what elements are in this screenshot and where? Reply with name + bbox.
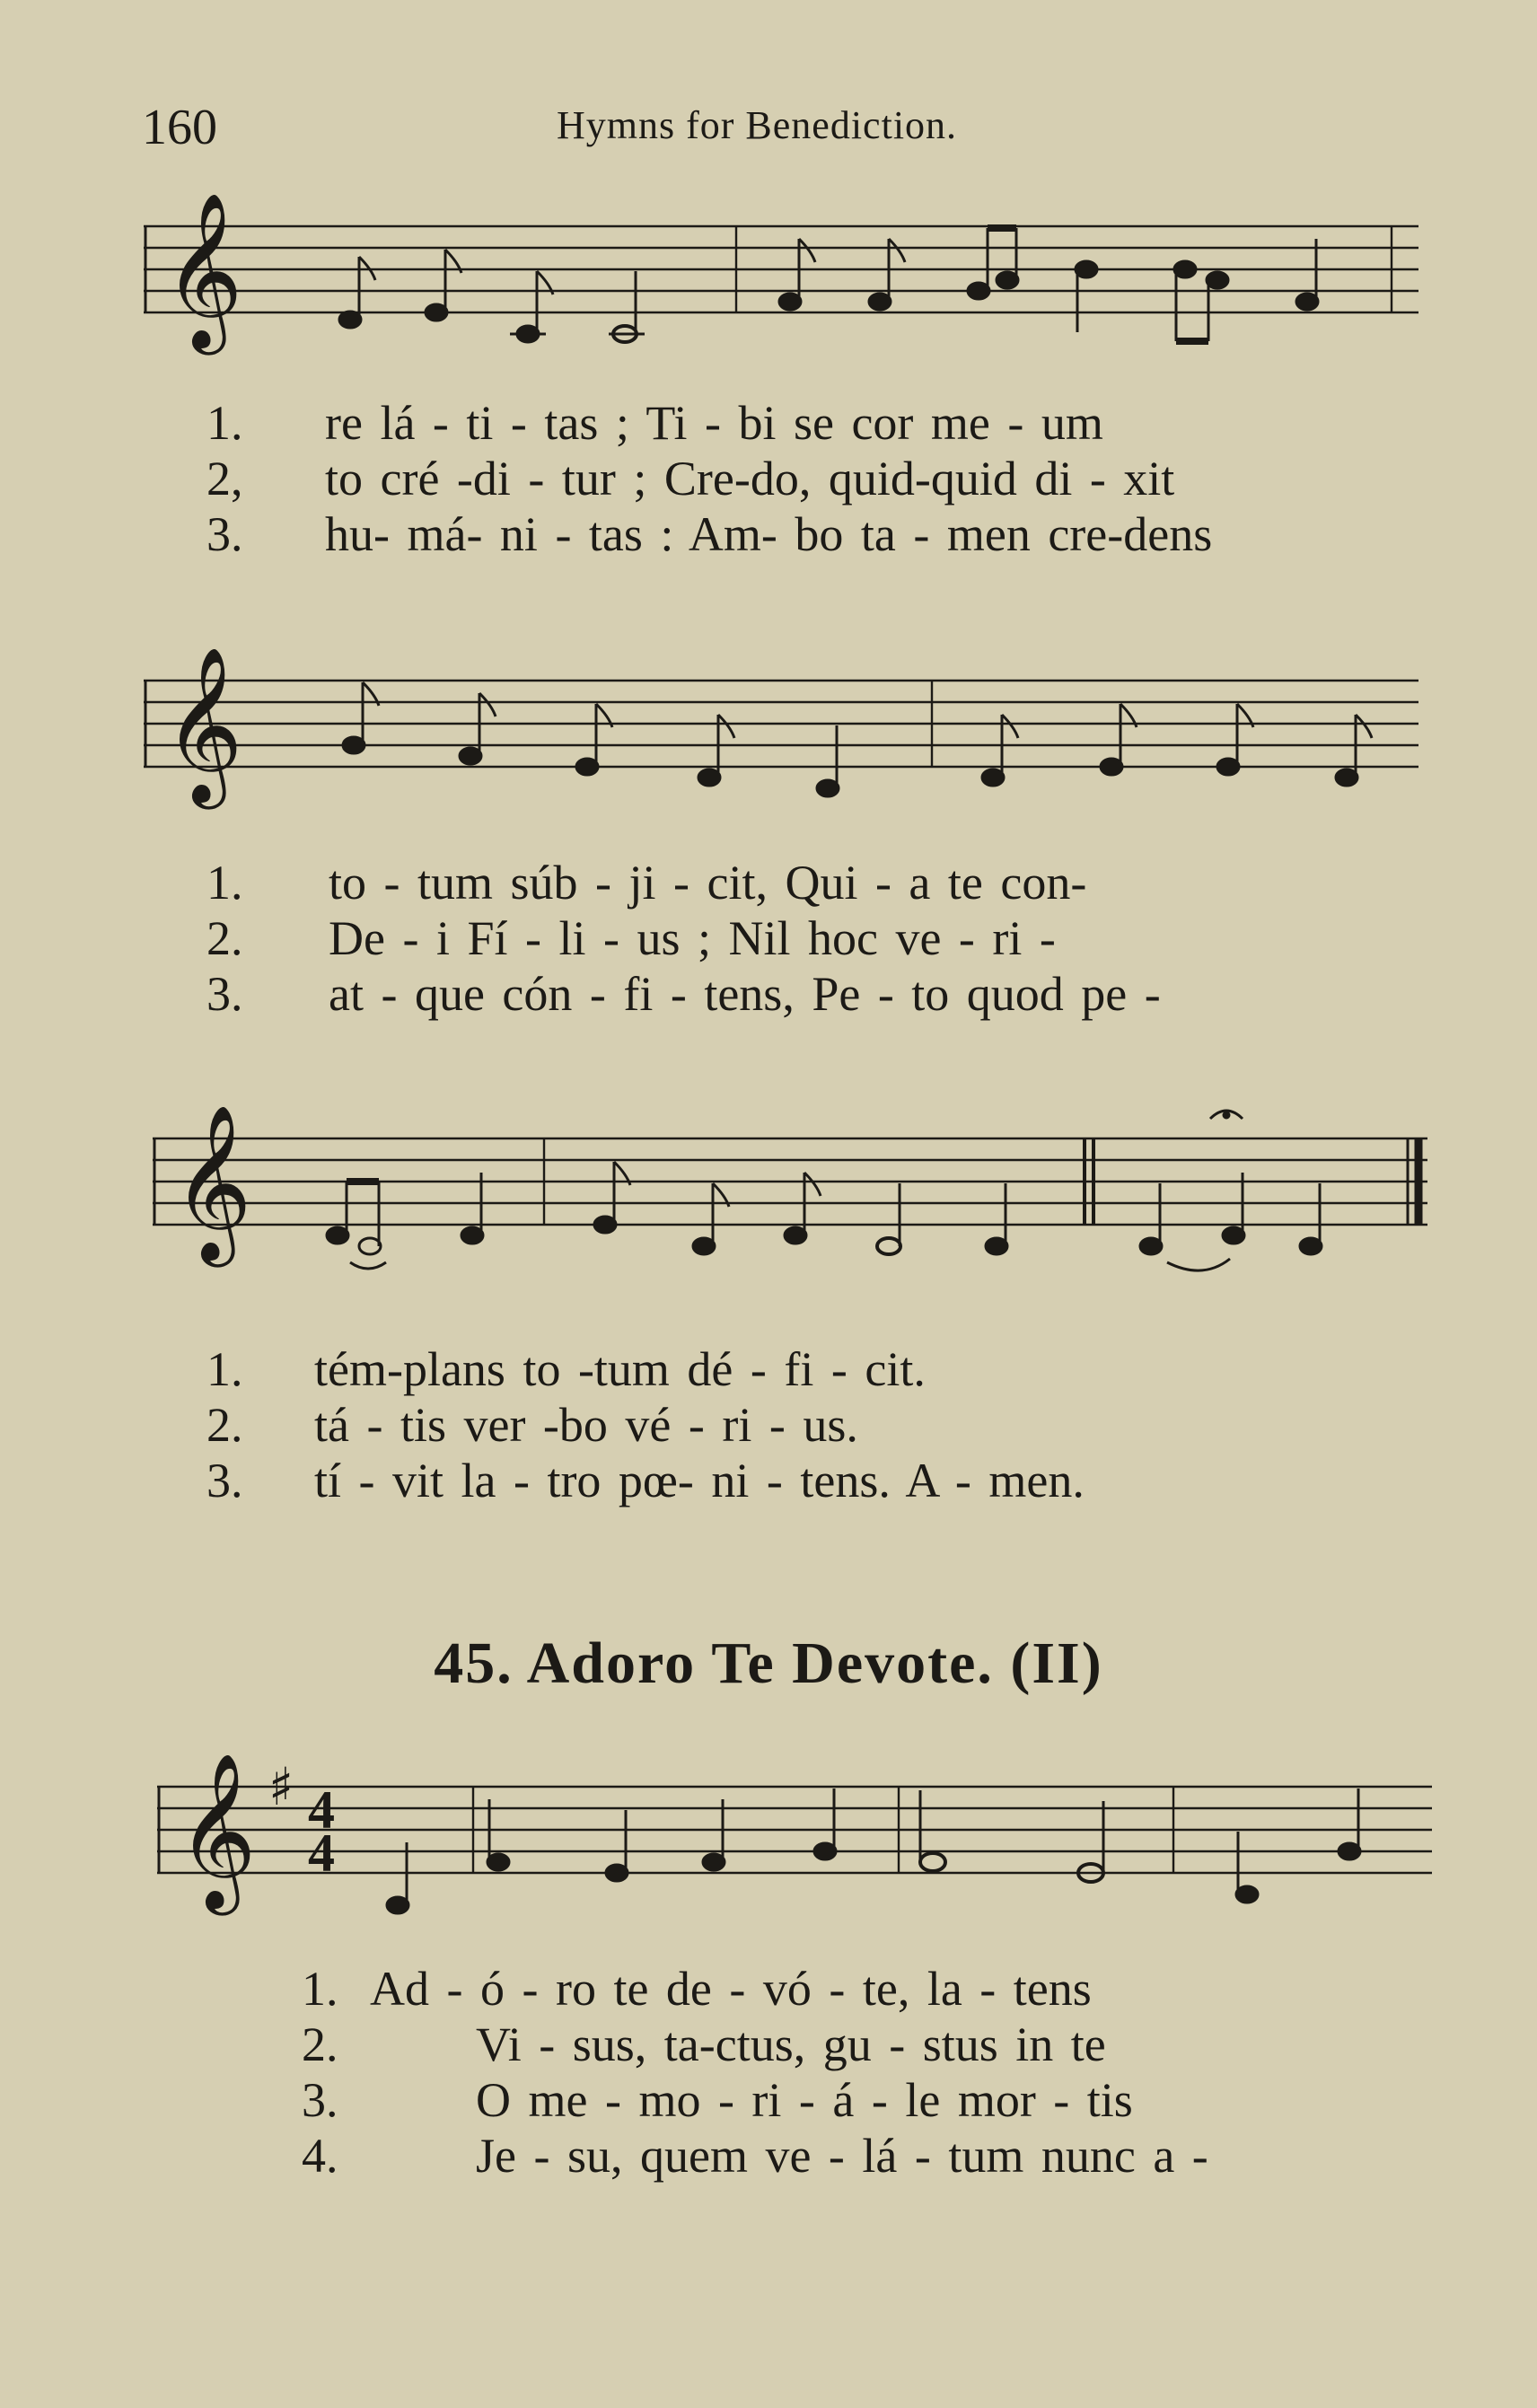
verse-number: 2. (206, 911, 243, 965)
verse-number: 1. (206, 396, 243, 450)
lyric-text: Je - su, quem ve - lá - tum nunc a - (476, 2129, 1208, 2183)
music-staff-1 (144, 192, 1418, 377)
svg-text:𝄞: 𝄞 (172, 1104, 252, 1261)
verse-number: 1. (206, 1342, 243, 1396)
notes-system-1 (339, 228, 1318, 342)
verse-number: 2. (206, 1398, 243, 1452)
music-staff-2 (144, 646, 1418, 831)
verse-number: 3. (206, 967, 243, 1021)
lyric-text: tém-plans to -tum dé - fi - cit. (314, 1342, 926, 1396)
lyric-text: at - que cón - fi - tens, Pe - to quod pe - (329, 967, 1161, 1021)
verse-number: 3. (206, 1454, 243, 1507)
key-signature-sharp: ♯ (268, 1756, 294, 1817)
verse-number: 1. (302, 1962, 338, 2016)
lyric-text: Ad - ó - ro te de - vó - te, la - tens (370, 1962, 1092, 2016)
notes-system-2 (343, 682, 1372, 796)
time-signature-top: 4 (308, 1780, 335, 1840)
svg-text:𝄞: 𝄞 (163, 646, 243, 803)
lyric-text: re lá - ti - tas ; Ti - bi se cor me - um (325, 396, 1103, 450)
verse-number: 4. (302, 2129, 338, 2183)
music-staff-3 (153, 1104, 1427, 1289)
lyric-text: to cré -di - tur ; Cre-do, quid-quid di - xit (325, 452, 1175, 505)
svg-text:𝄞: 𝄞 (163, 192, 243, 348)
svg-text:𝄞: 𝄞 (177, 1753, 257, 1909)
verse-number: 3. (206, 507, 243, 561)
hymn-title: 45. Adoro Te Devote. (II) (434, 1630, 1103, 1696)
lyric-text: tá - tis ver -bo vé - ri - us. (314, 1398, 858, 1452)
page-number: 160 (142, 100, 217, 155)
lyric-text: to - tum súb - ji - cit, Qui - a te con- (329, 856, 1087, 910)
lyric-text: tí - vit la - tro pœ- ni - tens. A - men. (314, 1454, 1085, 1507)
notes-system-3 (327, 1111, 1322, 1270)
verse-number: 1. (206, 856, 243, 910)
verse-number: 2. (302, 2017, 338, 2071)
lyric-text: Vi - sus, ta-ctus, gu - stus in te (476, 2017, 1106, 2071)
verse-number: 2, (206, 452, 243, 505)
lyric-text: O me - mo - ri - á - le mor - tis (476, 2073, 1133, 2127)
running-head: Hymns for Benediction. (557, 103, 958, 147)
verse-number: 3. (302, 2073, 338, 2127)
music-staff-4 (157, 1753, 1432, 1938)
lyric-text: hu- má- ni - tas : Am- bo ta - men cre-dens (325, 507, 1213, 561)
lyric-text: De - i Fí - li - us ; Nil hoc ve - ri - (329, 911, 1056, 965)
time-signature-bottom: 4 (308, 1824, 335, 1883)
page-header (0, 90, 1537, 162)
